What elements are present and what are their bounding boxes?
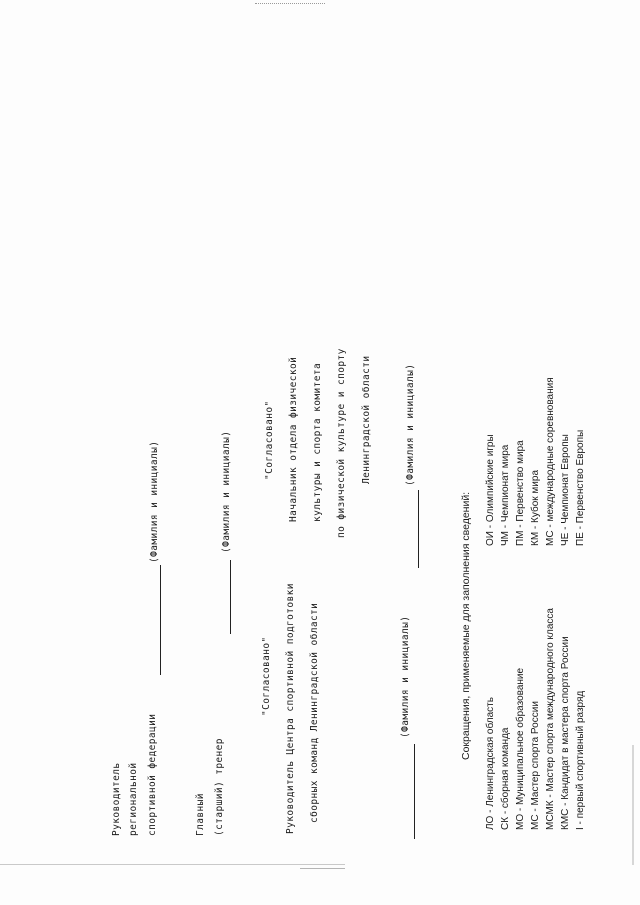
abbr-right-item: ПЕ - Первенство Европы (575, 429, 586, 546)
approved-right-hint: (Фамилия и инициалы) (405, 363, 416, 486)
abbr-left-item: I - первый спортивный разряд (575, 690, 586, 830)
coach-signature-line (230, 560, 231, 634)
abbr-right-item: ЧМ - Чемпионат мира (500, 444, 511, 546)
approved-left-line-1: Руководитель Центра спортивной подготовки (285, 583, 296, 834)
approved-left-hint: (Фамилия и инициалы) (400, 615, 411, 738)
abbr-left-item: МСМК - Мастер спорта международного класса (545, 608, 556, 830)
approved-left-title: "Согласовано" (261, 636, 272, 716)
abbr-right-item: ОИ - Олимпийские игры (485, 434, 496, 546)
approved-right-line-3: по физической культуре и спорту (336, 348, 347, 538)
coach-label-1: Главный (195, 793, 206, 836)
approved-right-line-4: Ленинградской области (361, 355, 372, 484)
coach-hint: (Фамилия и инициалы) (221, 430, 232, 553)
head-label-2: региональной (128, 762, 139, 836)
abbr-left-item: ЛО - Ленинградская область (485, 697, 496, 830)
head-label-1: Руководитель (111, 762, 122, 836)
abbr-right-item: ЧЕ - Чемпионат Европы (560, 434, 571, 546)
coach-label-2: (старший) тренер (214, 738, 225, 836)
scan-edge-right (632, 745, 634, 865)
head-signature-line (160, 565, 161, 675)
abbr-left-item: КМС - Кандидат в мастера спорта России (560, 636, 571, 830)
abbr-right-item: МС - международные соревнования (545, 377, 556, 546)
abbr-left-item: МО - Муниципальное образование (515, 667, 526, 830)
abbreviations-heading: Сокращения, применяемые для заполнения сведений: (460, 491, 472, 760)
scan-edge-top (255, 3, 325, 6)
scan-edge-bottom-mark (300, 868, 345, 869)
abbr-left-item: МС - Мастер спорта России (530, 701, 541, 830)
approved-right-signature-line (418, 490, 419, 568)
approved-right-title: "Согласовано" (264, 400, 275, 480)
abbr-right-item: КМ - Кубок мира (530, 469, 541, 546)
abbr-right-item: ПМ - Первенство мира (515, 440, 526, 546)
approved-right-line-1: Начальник отдела физической (288, 356, 299, 522)
approved-right-line-2: культуры и спорта комитета (312, 362, 323, 522)
approved-left-line-2: сборных команд Ленинградской области (309, 602, 320, 823)
head-label-3: спортивной федерации (147, 713, 158, 836)
scan-edge-bottom (0, 864, 345, 865)
head-hint: (Фамилия и инициалы) (149, 440, 160, 563)
approved-left-signature-line (414, 744, 415, 839)
abbr-left-item: СК - сборная команда (500, 727, 511, 830)
